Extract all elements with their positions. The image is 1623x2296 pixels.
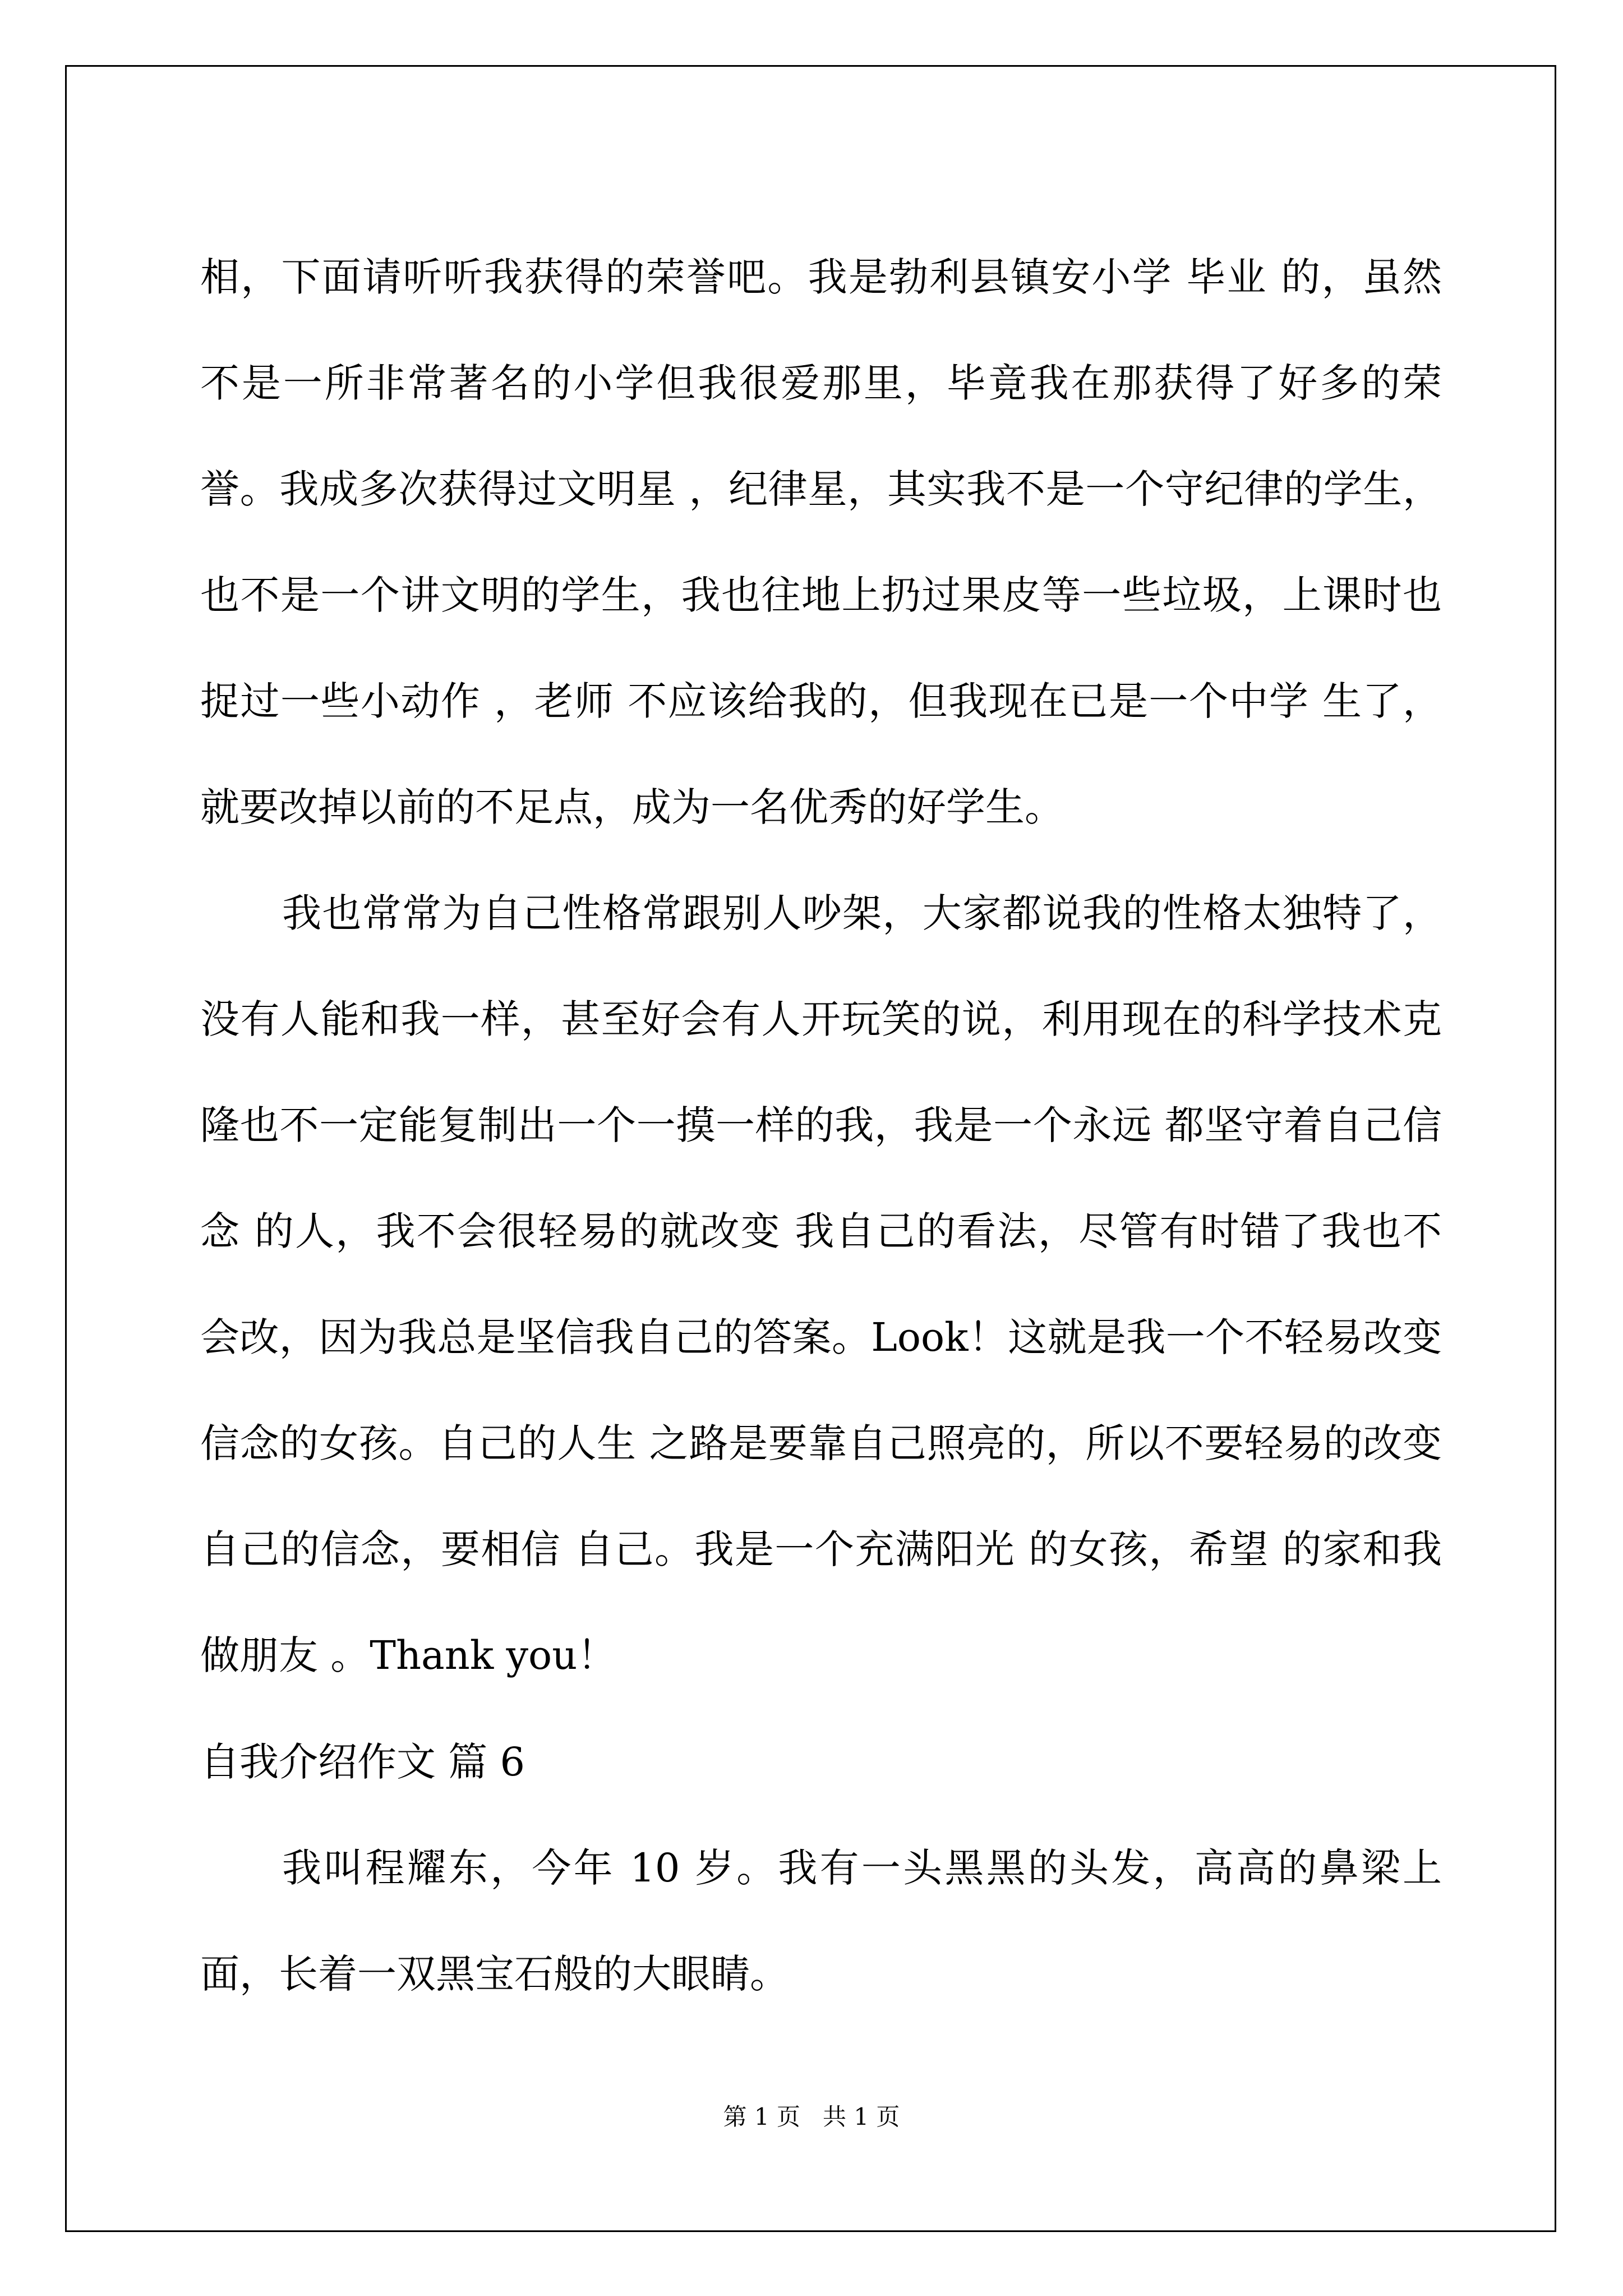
page-footer — [0, 2100, 1623, 2134]
paragraph: 相，下面请听听我获得的荣誉吧。我是勃利县镇安小学 毕业 的，虽然不是一所非常著名的小学但我很爱那里，毕竟我在那获得了好多的荣誉。我成多次获得过文明星 ，纪律星，其实我不是一个守纪律的学生，也不是一个讲文明的学生，我也往地上扔过果皮等一些垃圾，上课时也捉过一些小动作 ，老师 不应该给我的，但我现在已是一个中学 生了，就要改掉以前的不足点，成为一名优秀的好学生。 — [200, 254, 1442, 830]
paragraph: 我也常常为自己性格常跟别人吵架，大家都说我的性格太独特了，没有人能和我一样，甚至好会有人开玩笑的说，利用现在的科学技术克隆也不一定能复制出一个一摸一样的我，我是一个永远 都坚守着自己信念 的人，我不会很轻易的就改变 我自己的看法，尽管有时错了我也不会改，因为我总是坚信我自己的答案。Look！这就是我一个不轻易改变信念的女孩。自己的人生 之路是要靠自己照亮的，所以不要轻易的改变自己的信念，要相信 自己。我是一个充满阳光 的女孩，希望 的家和我做朋友 。Thank you！ — [200, 890, 1442, 1678]
document-body — [200, 224, 1442, 2027]
section-heading: 自我介绍作文 篇 6 — [200, 1739, 525, 1785]
page-number: 第 1 页 — [723, 2103, 800, 2131]
paragraph: 我叫程耀东，今年 10 岁。我有一头黑黑的头发，高高的鼻梁上面，长着一双黑宝石般的大眼睛。 — [200, 1845, 1442, 1997]
page-total: 共 1 页 — [823, 2103, 900, 2131]
